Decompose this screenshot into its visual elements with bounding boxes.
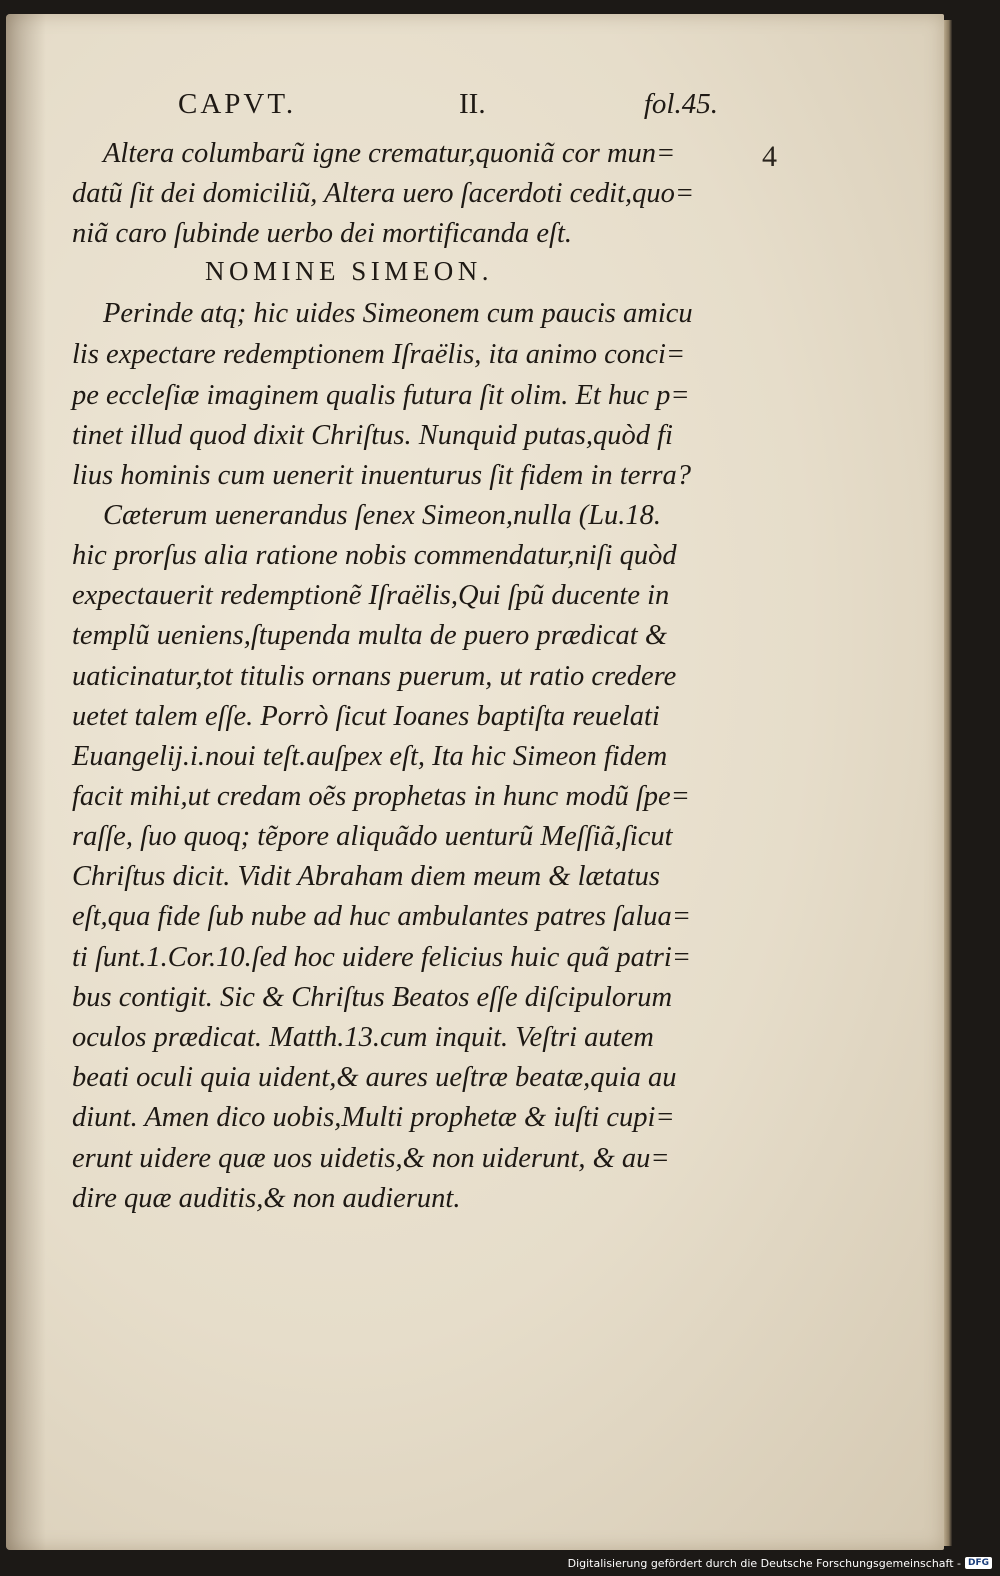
text-line: expectauerit redemptionẽ Iſraëlis,Qui ſpũ ducente in	[72, 580, 670, 611]
spine-shadow	[6, 14, 46, 1550]
dfg-logo-icon: DFG	[965, 1557, 992, 1569]
text-line: oculos prædicat. Matth.13.cum inquit. Veſtri autem	[72, 1022, 654, 1053]
margin-number: 4	[762, 140, 777, 173]
text-line: dire quæ auditis,& non audierunt.	[72, 1183, 461, 1214]
text-line: Chriſtus dicit. Vidit Abraham diem meum & lætatus	[72, 861, 660, 892]
text-line: diunt. Amen dico uobis,Multi prophetæ & iuſti cupi=	[72, 1102, 675, 1133]
text-line: templũ ueniens,ſtupenda multa de puero prædicat &	[72, 620, 667, 651]
text-line: datũ ſit dei domiciliũ, Altera uero ſacerdoti cedit,quo=	[72, 178, 695, 209]
text-line: bus contigit. Sic & Chriſtus Beatos eſſe diſcipulorum	[72, 982, 673, 1013]
page-edge	[944, 20, 952, 1546]
running-head	[178, 88, 718, 128]
text-line: erunt uidere quæ uos uidetis,& non uiderunt, & au=	[72, 1143, 670, 1174]
credit-text: Digitalisierung gefördert durch die Deutsche Forschungsgemeinschaft -	[567, 1556, 961, 1570]
digitization-credit	[568, 1554, 992, 1572]
text-line: lis expectare redemptionem Iſraëlis, ita animo conci=	[72, 339, 686, 370]
text-line: Euangelij.i.noui teſt.auſpex eſt, Ita hic Simeon fidem	[72, 741, 668, 772]
text-line: pe eccleſiæ imaginem qualis futura ſit olim. Et huc p=	[72, 380, 690, 411]
running-head-caput: CAPVT.	[178, 88, 297, 120]
folio-number: fol.45.	[643, 88, 718, 120]
text-line: uaticinatur,tot titulis ornans puerum, ut ratio credere	[72, 661, 677, 692]
text-line: beati oculi quia uident,& aures ueſtræ beatæ,quia au	[72, 1062, 677, 1093]
text-line: Altera columbarũ igne crematur,quoniã cor mun=	[103, 138, 676, 169]
text-line: ti ſunt.1.Cor.10.ſed hoc uidere felicius huic quã patri=	[72, 942, 691, 973]
text-line: Perinde atq; hic uides Simeonem cum paucis amicu	[103, 298, 693, 329]
text-line: raſſe, ſuo quoq; tẽpore aliquãdo uenturũ Meſſiã,ſicut	[72, 821, 673, 852]
text-line: facit mihi,ut credam oẽs prophetas in hunc modũ ſpe=	[72, 781, 690, 812]
text-line: eſt,qua fide ſub nube ad huc ambulantes patres ſalua=	[72, 901, 691, 932]
text-line: lius hominis cum uenerit inuenturus ſit fidem in terra?	[72, 460, 692, 491]
text-line: Cæterum uenerandus ſenex Simeon,nulla (Lu.18.	[103, 500, 662, 531]
section-heading: NOMINE SIMEON.	[205, 256, 493, 286]
text-line: tinet illud quod dixit Chriſtus. Nunquid putas,quòd fi	[72, 420, 673, 451]
text-line: uetet talem eſſe. Porrò ſicut Ioanes baptiſta reuelati	[72, 701, 660, 732]
text-line: hic prorſus alia ratione nobis commendatur,niſi quòd	[72, 540, 677, 571]
text-line: niã caro ſubinde uerbo dei mortificanda eſt.	[72, 218, 573, 249]
running-head-chapter: II.	[459, 88, 486, 120]
